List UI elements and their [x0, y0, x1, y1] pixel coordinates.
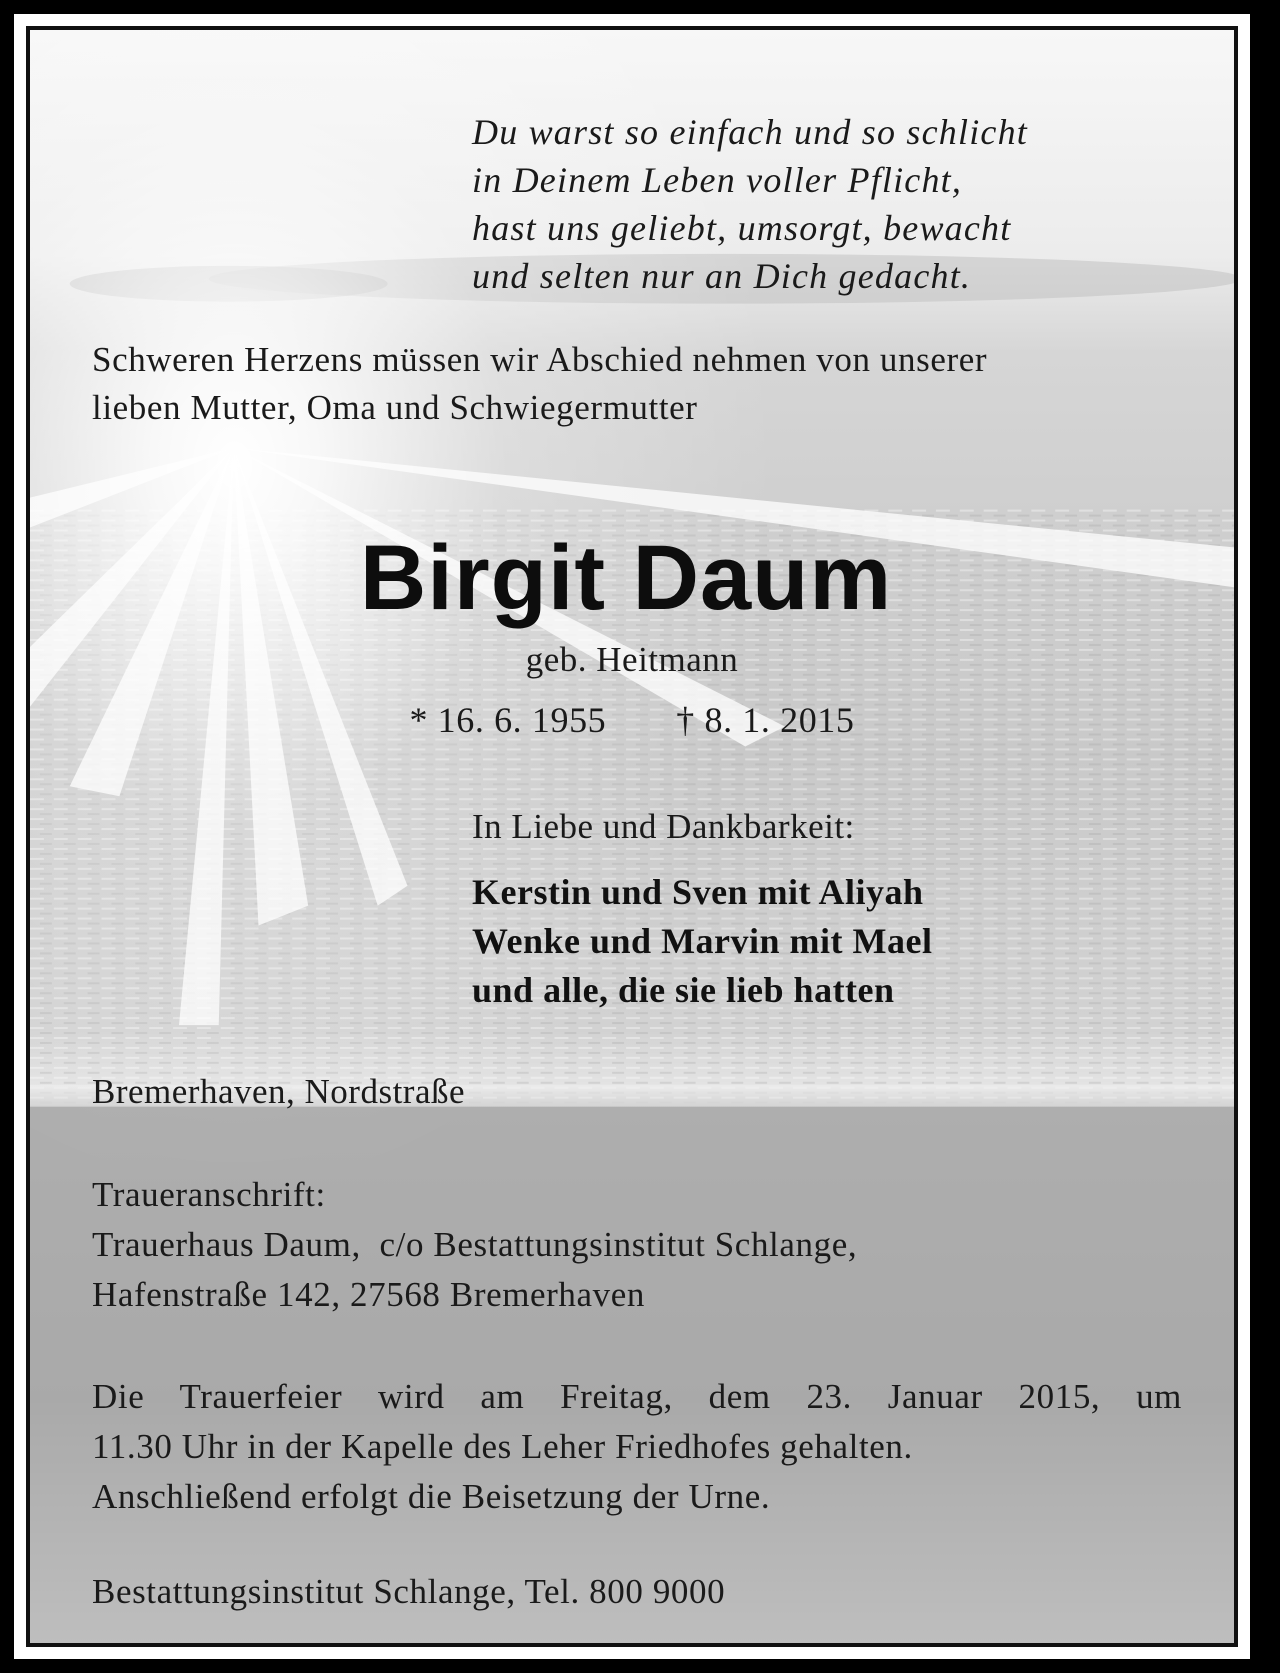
life-dates	[30, 698, 1234, 742]
birth-date: * 16. 6. 1955	[409, 700, 607, 740]
address-line: Trauerhaus Daum, c/o Bestattungsinstitut Schlange,	[92, 1225, 858, 1264]
family-line: Wenke und Marvin mit Mael	[472, 921, 933, 961]
death-date: † 8. 1. 2015	[676, 700, 855, 740]
obituary-notice	[26, 26, 1238, 1647]
place-line: Bremerhaven, Nordstraße	[92, 1072, 466, 1111]
poem-line: hast uns geliebt, umsorgt, bewacht	[472, 208, 1012, 248]
poem-line: Du warst so einfach und so schlicht	[472, 112, 1028, 152]
poem-line: und selten nur an Dich gedacht.	[472, 256, 972, 296]
deceased-name: Birgit Daum	[359, 527, 893, 629]
family-line: Kerstin und Sven mit Aliyah	[472, 872, 924, 912]
family-line: und alle, die sie lieb hatten	[472, 970, 895, 1010]
birth-name: geb. Heitmann	[525, 640, 739, 679]
address-line: Hafenstraße 142, 27568 Bremerhaven	[92, 1275, 645, 1314]
family-list	[472, 868, 933, 1015]
ceremony-line: Die Trauerfeier wird am Freitag, dem 23. Januar 2015, um	[92, 1377, 1182, 1416]
funeral-home-contact: Bestattungsinstitut Schlange, Tel. 800 9000	[92, 1572, 726, 1611]
address-line: Traueranschrift:	[92, 1175, 326, 1214]
intro-text	[92, 336, 987, 432]
ceremony-line: 11.30 Uhr in der Kapelle des Leher Friedhofes gehalten.	[92, 1427, 913, 1466]
intro-line: Schweren Herzens müssen wir Abschied nehmen von unserer	[92, 340, 988, 379]
poem	[472, 108, 1028, 300]
poem-line: in Deinem Leben voller Pflicht,	[472, 160, 963, 200]
intro-line: lieben Mutter, Oma und Schwiegermutter	[92, 388, 698, 427]
notice-paper	[14, 14, 1250, 1659]
thanks-line: In Liebe und Dankbarkeit:	[472, 807, 855, 846]
mourning-address	[92, 1170, 857, 1320]
ceremony-line: Anschließend erfolgt die Beisetzung der Urne.	[92, 1477, 771, 1516]
ceremony-info	[92, 1372, 1182, 1522]
